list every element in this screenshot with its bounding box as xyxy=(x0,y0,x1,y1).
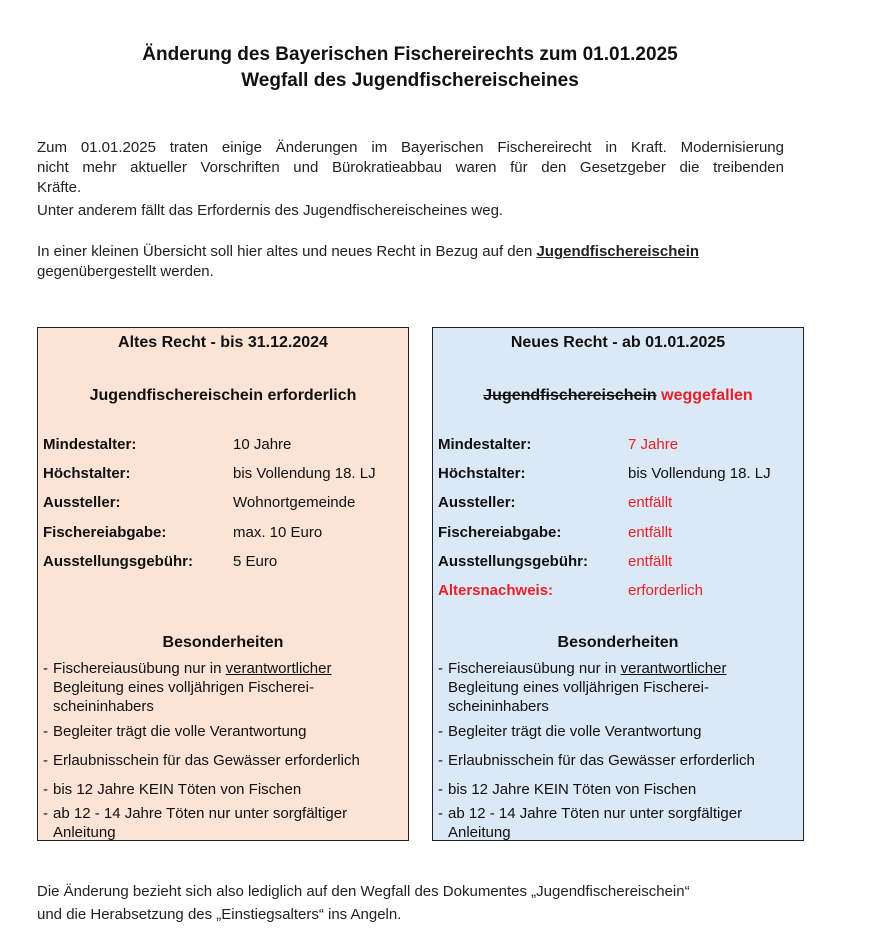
intro-line: nicht mehr aktueller Vorschriften und Bürokratieabbau waren für den Gesetzgeber die treibenden xyxy=(37,159,784,176)
old-row xyxy=(43,436,403,456)
row-key: Aussteller: xyxy=(438,494,516,511)
new-law-heading: Neues Recht - ab 01.01.2025 xyxy=(510,334,726,351)
row-value: bis Vollendung 18. LJ xyxy=(628,465,771,482)
page-subtitle: Wegfall des Jugendfischereischeines xyxy=(241,70,579,91)
list-item: - ab 12 - 14 Jahre Töten nur unter sorgfältiger Anleitung xyxy=(438,805,743,841)
item-text: Begleitung eines volljährigen Fischerei- xyxy=(53,679,314,696)
item-text: ab 12 - 14 Jahre Töten nur unter sorgfältiger xyxy=(448,805,743,822)
old-row xyxy=(43,494,403,514)
row-key: Aussteller: xyxy=(43,494,121,511)
row-key: Mindestalter: xyxy=(43,436,137,453)
item-text: bis 12 Jahre KEIN Töten von Fischen xyxy=(448,781,697,798)
item-text: Begleiter trägt die volle Verantwortung xyxy=(448,723,702,740)
item-text: scheininhabers xyxy=(53,698,154,715)
list-item: - bis 12 Jahre KEIN Töten von Fischen xyxy=(43,780,403,799)
intro-p3-text: In einer kleinen Übersicht soll hier altes und neues Recht in Bezug auf den xyxy=(37,243,537,260)
row-value: 7 Jahre xyxy=(628,436,679,453)
closing-line: und die Herabsetzung des „Einstiegsalters“ ins Angeln. xyxy=(37,906,402,923)
item-text: bis 12 Jahre KEIN Töten von Fischen xyxy=(53,781,302,798)
new-row xyxy=(438,465,798,485)
new-law-box xyxy=(432,327,804,841)
intro-paragraph-1 xyxy=(37,138,784,198)
old-law-heading: Altes Recht - bis 31.12.2024 xyxy=(118,334,328,351)
new-row xyxy=(438,436,798,456)
list-item: - Erlaubnisschein für das Gewässer erforderlich xyxy=(438,751,798,770)
row-key: Ausstellungsgebühr: xyxy=(438,553,589,570)
row-value: entfällt xyxy=(628,494,673,511)
list-item: - Begleiter trägt die volle Verantwortung xyxy=(43,722,403,741)
row-key: Ausstellungsgebühr: xyxy=(43,553,194,570)
new-law-subheading xyxy=(433,387,803,405)
old-row xyxy=(43,465,403,485)
row-key: Fischereiabgabe: xyxy=(43,524,167,541)
intro-line: Kräfte. xyxy=(37,179,82,196)
item-text: Erlaubnisschein für das Gewässer erforderlich xyxy=(53,752,360,769)
item-text: Begleitung eines volljährigen Fischerei- xyxy=(448,679,709,696)
row-value: entfällt xyxy=(628,553,673,570)
item-text: Fischereiausübung nur in xyxy=(448,660,621,677)
closing-line: Die Änderung bezieht sich also lediglich auf den Wegfall des Dokumentes „Jugendfischereischein“ xyxy=(37,883,690,900)
besonderheiten-title: Besonderheiten xyxy=(557,634,679,651)
list-item: - Fischereiausübung nur in verantwortlicher Begleitung eines volljährigen Fischerei- scheininhabers xyxy=(438,660,727,715)
intro-paragraph-3 xyxy=(37,242,784,282)
row-value: Wohnortgemeinde xyxy=(233,494,356,511)
item-text: scheininhabers xyxy=(448,698,549,715)
item-underlined: verantwortlicher xyxy=(620,660,727,677)
intro-paragraph-2: Unter anderem fällt das Erfordernis des Jugendfischereischeines weg. xyxy=(37,202,504,219)
row-value: entfällt xyxy=(628,524,673,541)
list-item: - bis 12 Jahre KEIN Töten von Fischen xyxy=(438,780,798,799)
new-row xyxy=(438,524,798,544)
new-row xyxy=(438,582,798,602)
row-value: erforderlich xyxy=(628,582,704,599)
row-key: Fischereiabgabe: xyxy=(438,524,562,541)
old-row xyxy=(43,524,403,544)
row-value: 5 Euro xyxy=(233,553,278,570)
list-item: - Begleiter trägt die volle Verantwortung xyxy=(438,722,798,741)
intro-line: Zum 01.01.2025 traten einige Änderungen im Bayerischen Fischereirecht in Kraft. Modernisierung xyxy=(37,139,784,156)
item-text: Erlaubnisschein für das Gewässer erforderlich xyxy=(448,752,755,769)
row-value: bis Vollendung 18. LJ xyxy=(233,465,376,482)
list-item: - ab 12 - 14 Jahre Töten nur unter sorgfältiger Anleitung xyxy=(43,805,348,841)
item-text: Fischereiausübung nur in xyxy=(53,660,226,677)
old-row xyxy=(43,553,403,573)
row-value: 10 Jahre xyxy=(233,436,292,453)
item-text: ab 12 - 14 Jahre Töten nur unter sorgfältiger xyxy=(53,805,348,822)
struck-document-name: Jugendfischereischein xyxy=(483,387,657,404)
old-law-subheading: Jugendfischereischein erforderlich xyxy=(89,387,357,404)
intro-p3-tail: gegenübergestellt werden. xyxy=(37,263,214,280)
item-text: Begleiter trägt die volle Verantwortung xyxy=(53,723,307,740)
row-key: Mindestalter: xyxy=(438,436,532,453)
besonderheiten-title: Besonderheiten xyxy=(162,634,284,651)
item-underlined: verantwortlicher xyxy=(225,660,332,677)
weggefallen-label: weggefallen xyxy=(661,387,753,404)
item-text: Anleitung xyxy=(448,824,511,841)
item-text: Anleitung xyxy=(53,824,116,841)
row-key: Höchstalter: xyxy=(438,465,526,482)
old-law-box xyxy=(37,327,409,841)
page-title: Änderung des Bayerischen Fischereirechts zum 01.01.2025 xyxy=(142,44,678,65)
new-row xyxy=(438,553,798,573)
new-row xyxy=(438,494,798,514)
jugendfischereischein-emphasis: Jugendfischereischein xyxy=(536,243,700,260)
row-value: max. 10 Euro xyxy=(233,524,323,541)
list-item: - Erlaubnisschein für das Gewässer erforderlich xyxy=(43,751,403,770)
row-key: Höchstalter: xyxy=(43,465,131,482)
row-key: Altersnachweis: xyxy=(438,582,554,599)
list-item: - Fischereiausübung nur in verantwortlicher Begleitung eines volljährigen Fischerei- scheininhabers xyxy=(43,660,332,715)
closing-paragraph xyxy=(37,880,797,926)
